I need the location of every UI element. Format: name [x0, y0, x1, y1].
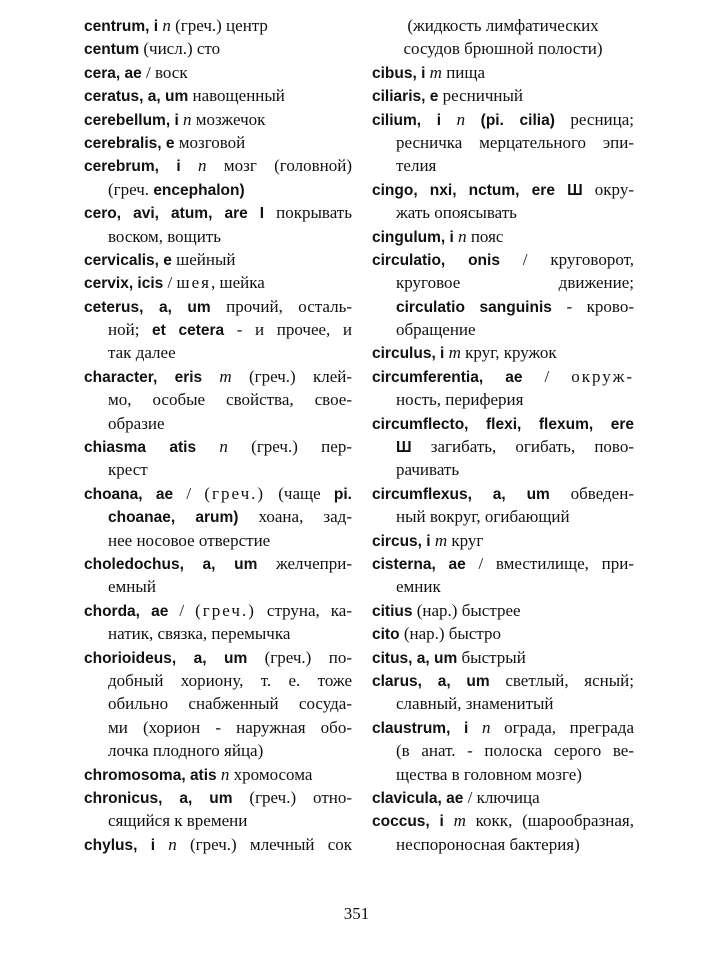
headword: chromosoma, atis [84, 766, 217, 784]
definition-text: емный [108, 577, 156, 597]
dictionary-line [84, 365, 352, 388]
definition-text: - и прочее, и [224, 320, 352, 340]
gender-marker: n [441, 109, 481, 129]
headword: chorioideus, a, um [84, 649, 248, 667]
headword: circumflecto, flexi, flexum, ere [372, 415, 634, 433]
definition-text: (греч.) клей- [248, 366, 352, 386]
definition-text: (числ.) сто [139, 39, 221, 59]
dictionary-line [372, 14, 634, 37]
definition-text: хромосома [233, 764, 313, 784]
definition-text: (греч.) центр [175, 16, 268, 35]
headword: ceterus, a, um [84, 298, 211, 316]
headword: chylus, i [84, 836, 156, 854]
definition-text: / воск [141, 62, 188, 82]
definition-text: (в анат. - полоска серого ве- [396, 741, 634, 761]
dictionary-line [372, 763, 634, 786]
definition-text: круговое движение; [396, 273, 634, 293]
dictionary-line [84, 809, 352, 832]
headword: circulus, i [372, 345, 445, 363]
dictionary-line [84, 412, 352, 435]
definition-text: емник [396, 577, 441, 597]
dictionary-line [84, 341, 352, 364]
headword: claustrum, i [372, 719, 469, 737]
gender-marker: n [178, 109, 196, 129]
definition-text: ность, периферия [396, 390, 524, 410]
headword: character, eris [84, 368, 203, 386]
headword: cingulum, i [372, 228, 454, 246]
spaced-text: окруж- [571, 366, 634, 386]
headword: cero, avi, atum, are I [84, 205, 265, 223]
dictionary-line [84, 646, 352, 669]
definition-text: кокк, (шарообразная, [475, 811, 634, 831]
page-number: 351 [343, 904, 370, 923]
definition-text: (жидкость лимфатических [407, 16, 599, 35]
definition-text: добный хориону, т. е. тоже [108, 670, 352, 690]
definition-text: / ключица [463, 787, 540, 807]
definition-text: ресница; [554, 109, 635, 129]
dictionary-line [84, 37, 352, 60]
headword: cilium, i [372, 111, 442, 129]
dictionary-line [84, 318, 352, 341]
dictionary-line [372, 318, 634, 341]
definition-text: мозговой [174, 132, 246, 152]
definition-text: (нар.) быстрее [412, 600, 521, 620]
definition-text: / [163, 273, 177, 293]
gender-marker: n [468, 717, 505, 737]
dictionary-line [372, 37, 634, 60]
definition-text: ной; [108, 320, 153, 340]
headword: chiasma atis [84, 439, 197, 457]
headword: citius [372, 602, 413, 620]
dictionary-line [372, 61, 634, 84]
dictionary-line [84, 552, 352, 575]
dictionary-line [372, 154, 634, 177]
definition-text: / [522, 366, 572, 386]
dictionary-line [372, 599, 634, 622]
dictionary-line [84, 201, 352, 224]
definition-text: нее носовое отверстие [108, 530, 271, 550]
headword: coccus, i [372, 813, 444, 831]
definition-text: жать опоясывать [396, 203, 517, 223]
definition-text: мозг (головной) [223, 156, 352, 176]
definition-text: лочка плодного яйца) [108, 741, 264, 761]
dictionary-line [372, 482, 634, 505]
dictionary-line [372, 458, 634, 481]
headword: pi. [333, 485, 352, 503]
headword: (pi. cilia) [480, 111, 555, 129]
left-column [84, 14, 352, 856]
gender-marker: n [180, 156, 224, 176]
dictionary-line [84, 739, 352, 762]
spaced-text: (греч.) [204, 483, 266, 503]
definition-text: пояс [470, 226, 504, 246]
definition-text: мо, особые свойства, свое- [108, 390, 352, 410]
dictionary-line [372, 412, 634, 435]
definition-text: желчепри- [257, 553, 352, 573]
dictionary-line [84, 482, 352, 505]
headword: circumflexus, a, um [372, 485, 550, 503]
spaced-text: (греч.) [195, 600, 256, 620]
definition-text: круг [451, 530, 484, 550]
dictionary-line [372, 435, 634, 458]
definition-text: окру- [582, 179, 634, 199]
dictionary-line [372, 388, 634, 411]
definition-text: обведен- [549, 483, 634, 503]
definition-text: покрывать [264, 203, 352, 223]
definition-text: светлый, ясный; [489, 670, 634, 690]
gender-marker: m [443, 811, 476, 831]
definition-text: натик, связка, перемычка [108, 624, 291, 644]
dictionary-line [84, 575, 352, 598]
definition-text: (греч.) млечный сок [189, 834, 352, 854]
headword: choana, ae [84, 485, 174, 503]
headword: cisterna, ae [372, 555, 466, 573]
headword: Ш [396, 439, 412, 457]
headword: citus, a, um [372, 649, 458, 667]
gender-marker: m [430, 530, 452, 550]
definition-text: воском, вощить [108, 226, 221, 246]
dictionary-line [84, 131, 352, 154]
dictionary-line [372, 108, 634, 131]
definition-text: быстрый [457, 647, 526, 667]
spaced-text: шея [176, 273, 211, 293]
dictionary-line [372, 505, 634, 528]
dictionary-line [84, 716, 352, 739]
headword: centum [84, 41, 140, 59]
headword: cito [372, 626, 400, 644]
dictionary-line [84, 61, 352, 84]
headword: encephalon) [153, 181, 245, 199]
dictionary-line [84, 14, 352, 37]
dictionary-line [372, 131, 634, 154]
right-column [372, 14, 634, 856]
gender-marker: m [425, 62, 447, 82]
dictionary-line [84, 763, 352, 786]
dictionary-line [84, 84, 352, 107]
definition-text: - крово- [551, 296, 634, 316]
headword: choledochus, a, um [84, 555, 258, 573]
dictionary-line [372, 341, 634, 364]
dictionary-line [84, 692, 352, 715]
dictionary-line [84, 505, 352, 528]
headword: cibus, i [372, 64, 426, 82]
dictionary-line [372, 669, 634, 692]
definition-text: ный вокруг, огибающий [396, 507, 570, 527]
headword: ceratus, a, um [84, 88, 189, 106]
definition-text: ми (хорион - наружная обо- [108, 717, 352, 737]
headword: cerebellum, i [84, 111, 179, 129]
headword: centrum, i [84, 18, 159, 35]
dictionary-line [372, 271, 634, 294]
gender-marker: n [453, 226, 471, 246]
headword: circulatio, onis [372, 251, 500, 269]
definition-text: щества в головном мозге) [396, 764, 582, 784]
definition-text: (нар.) быстро [399, 624, 502, 644]
gender-marker: n [196, 437, 252, 457]
dictionary-line [84, 248, 352, 271]
definition-text: струна, ка- [255, 600, 353, 620]
dictionary-line [84, 599, 352, 622]
definition-text: круг, кружок [465, 343, 557, 363]
gender-marker: n [158, 16, 176, 35]
headword: et cetera [152, 322, 225, 340]
dictionary-line [372, 295, 634, 318]
dictionary-line [372, 201, 634, 224]
dictionary-line [84, 458, 352, 481]
dictionary-line [372, 529, 634, 552]
dictionary-line [372, 225, 634, 248]
definition-text: прочий, осталь- [210, 296, 352, 316]
headword: ciliaris, e [372, 88, 439, 106]
dictionary-line [84, 108, 352, 131]
dictionary-line [84, 388, 352, 411]
dictionary-line [84, 833, 352, 856]
dictionary-line [84, 786, 352, 809]
dictionary-line [84, 178, 352, 201]
definition-text: (греч. [108, 179, 154, 199]
headword: cervix, icis [84, 275, 164, 293]
definition-text: сосудов брюшной полости) [403, 39, 603, 59]
headword: cingo, nxi, nctum, ere Ш [372, 181, 583, 199]
definition-text: (греч.) по- [247, 647, 352, 667]
headword: clarus, a, um [372, 672, 490, 690]
dictionary-line [372, 248, 634, 271]
definition-text: рачивать [396, 460, 460, 480]
dictionary-line [84, 529, 352, 552]
definition-text: ограда, преграда [504, 717, 635, 737]
definition-text: / круговорот, [499, 249, 634, 269]
definition-text: образие [108, 413, 165, 433]
headword: cerebralis, e [84, 134, 175, 152]
headword: cerebrum, i [84, 158, 181, 176]
headword: chorda, ae [84, 602, 169, 620]
gender-marker: n [216, 764, 234, 784]
dictionary-line [372, 84, 634, 107]
definition-text: (греч.) отно- [232, 787, 353, 807]
dictionary-line [372, 552, 634, 575]
definition-text: / [173, 483, 205, 503]
dictionary-line [372, 365, 634, 388]
headword: circulatio sanguinis [396, 298, 552, 316]
dictionary-line [372, 716, 634, 739]
dictionary-line [372, 809, 634, 832]
definition-text: обильно снабженный сосуда- [108, 694, 352, 714]
definition-text: крест [108, 460, 148, 480]
dictionary-line [84, 295, 352, 318]
definition-text: ресничный [438, 86, 523, 106]
dictionary-line [372, 692, 634, 715]
headword: chronicus, a, um [84, 789, 233, 807]
dictionary-line [372, 178, 634, 201]
dictionary-line [372, 646, 634, 669]
dictionary-line [372, 622, 634, 645]
dictionary-line [84, 622, 352, 645]
definition-text: / вместилище, при- [465, 553, 634, 573]
gender-marker: n [155, 834, 190, 854]
definition-text: шейный [171, 249, 236, 269]
definition-text: славный, знаменитый [396, 694, 554, 714]
definition-text: навощенный [188, 86, 285, 106]
dictionary-line [372, 575, 634, 598]
definition-text: так далее [108, 343, 176, 363]
headword: circumferentia, ae [372, 368, 523, 386]
definition-text: / [168, 600, 196, 620]
definition-text: неспороносная бактерия) [396, 834, 580, 854]
definition-text: телия [396, 156, 437, 176]
dictionary-line [372, 739, 634, 762]
definition-text: загибать, огибать, пово- [411, 437, 634, 457]
headword: choanae, arum) [108, 509, 239, 527]
headword: circus, i [372, 532, 431, 550]
headword: cervicalis, e [84, 251, 172, 269]
definition-text: , шейка [211, 273, 265, 293]
gender-marker: m [202, 366, 249, 386]
dictionary-line [84, 154, 352, 177]
definition-text: хоана, зад- [238, 507, 352, 527]
dictionary-line [84, 669, 352, 692]
definition-text: (греч.) пер- [251, 437, 352, 457]
definition-text: ресничка мерцательного эпи- [396, 132, 634, 152]
dictionary-line [372, 833, 634, 856]
definition-text: пища [446, 62, 486, 82]
gender-marker: m [444, 343, 466, 363]
dictionary-line [372, 786, 634, 809]
dictionary-line [84, 271, 352, 294]
definition-text: обращение [396, 320, 476, 340]
definition-text: мозжечок [195, 109, 266, 129]
definition-text: (чаще [265, 483, 334, 503]
dictionary-line [84, 435, 352, 458]
definition-text: сящийся к времени [108, 811, 248, 831]
headword: cera, ae [84, 64, 142, 82]
headword: clavicula, ae [372, 789, 464, 807]
dictionary-line [84, 225, 352, 248]
